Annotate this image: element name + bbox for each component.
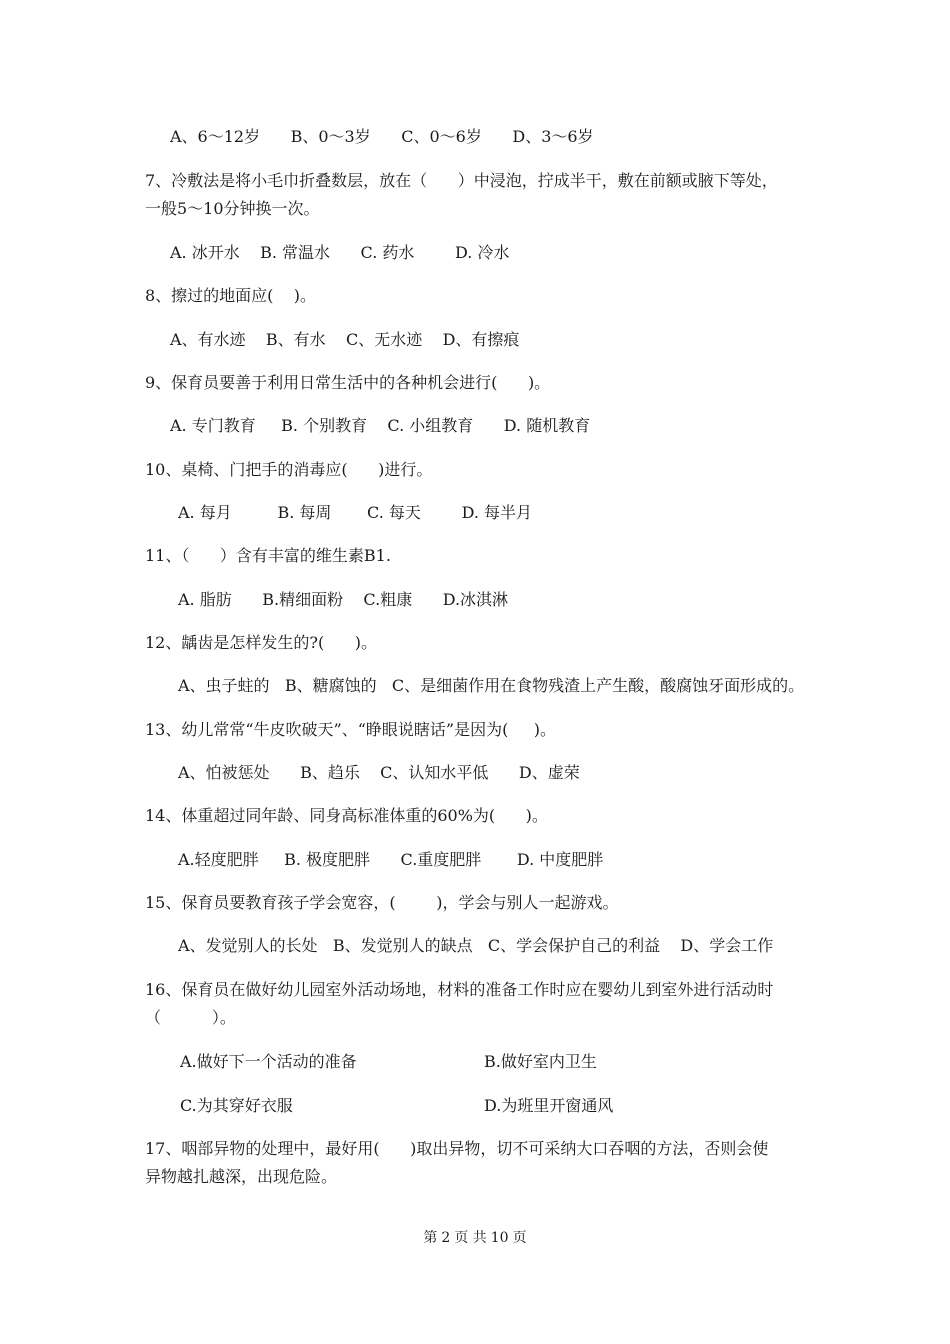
footer-prefix: 第 [423, 1230, 438, 1246]
question-8-options: A、有水迹 B、有水 C、无水迹 D、有擦痕 [170, 330, 520, 349]
footer-middle: 页 共 [454, 1230, 487, 1246]
question-14-options: A.轻度肥胖 B. 极度肥胖 C.重度肥胖 D. 中度肥胖 [178, 850, 604, 869]
footer-total-pages: 10 [490, 1230, 509, 1246]
question-10-text: 10、桌椅、门把手的消毒应( )进行。 [145, 460, 433, 479]
question-16-option-c: C.为其穿好衣服 [180, 1096, 293, 1115]
question-6-options: A、6～12岁 B、0～3岁 C、0～6岁 D、3～6岁 [170, 127, 594, 146]
footer-suffix: 页 [512, 1230, 527, 1246]
page-footer [0, 1229, 950, 1247]
footer-page-number: 2 [441, 1230, 451, 1246]
question-17-text-continued: 异物越扎越深，出现危险。 [145, 1167, 338, 1186]
question-16-option-d: D.为班里开窗通风 [484, 1096, 614, 1115]
question-13-options: A、怕被惩处 B、趋乐 C、认知水平低 D、虚荣 [178, 763, 580, 782]
question-11-text: 11、（ ）含有丰富的维生素B1. [145, 546, 391, 565]
question-12-options: A、虫子蛀的 B、糖腐蚀的 C、是细菌作用在食物残渣上产生酸，酸腐蚀牙面形成的。 [178, 676, 805, 695]
question-9-options: A. 专门教育 B. 个别教育 C. 小组教育 D. 随机教育 [170, 416, 591, 435]
question-9-text: 9、保育员要善于利用日常生活中的各种机会进行( )。 [145, 373, 551, 392]
question-16-text: 16、保育员在做好幼儿园室外活动场地，材料的准备工作时应在婴幼儿到室外进行活动时 [145, 980, 774, 999]
question-7-text: 7、冷敷法是将小毛巾折叠数层，放在（ ）中浸泡，拧成半干，敷在前额或腋下等处， [145, 171, 778, 190]
question-11-options: A. 脂肪 B.精细面粉 C.粗康 D.冰淇淋 [178, 590, 509, 609]
question-16-option-a: A.做好下一个活动的准备 [180, 1052, 357, 1071]
question-17-text: 17、咽部异物的处理中，最好用( )取出异物，切不可采纳大口吞咽的方法，否则会使 [145, 1139, 769, 1158]
question-8-text: 8、擦过的地面应( )。 [145, 286, 317, 305]
question-16-option-b: B.做好室内卫生 [484, 1052, 597, 1071]
question-7-options: A. 冰开水 B. 常温水 C. 药水 D. 冷水 [170, 243, 510, 262]
question-15-text: 15、保育员要教育孩子学会宽容，( )，学会与别人一起游戏。 [145, 893, 619, 912]
question-10-options: A. 每月 B. 每周 C. 每天 D. 每半月 [178, 503, 532, 522]
question-13-text: 13、幼儿常常“牛皮吹破天”、“睁眼说瞎话”是因为( )。 [145, 720, 556, 739]
question-15-options: A、发觉别人的长处 B、发觉别人的缺点 C、学会保护自己的利益 D、学会工作 [178, 936, 774, 955]
question-14-text: 14、体重超过同年龄、同身高标准体重的60%为( )。 [145, 806, 548, 825]
question-16-text-continued: （ ）。 [145, 1008, 236, 1027]
question-7-text-continued: 一般5～10分钟换一次。 [145, 199, 320, 218]
question-12-text: 12、龋齿是怎样发生的?( )。 [145, 633, 377, 652]
